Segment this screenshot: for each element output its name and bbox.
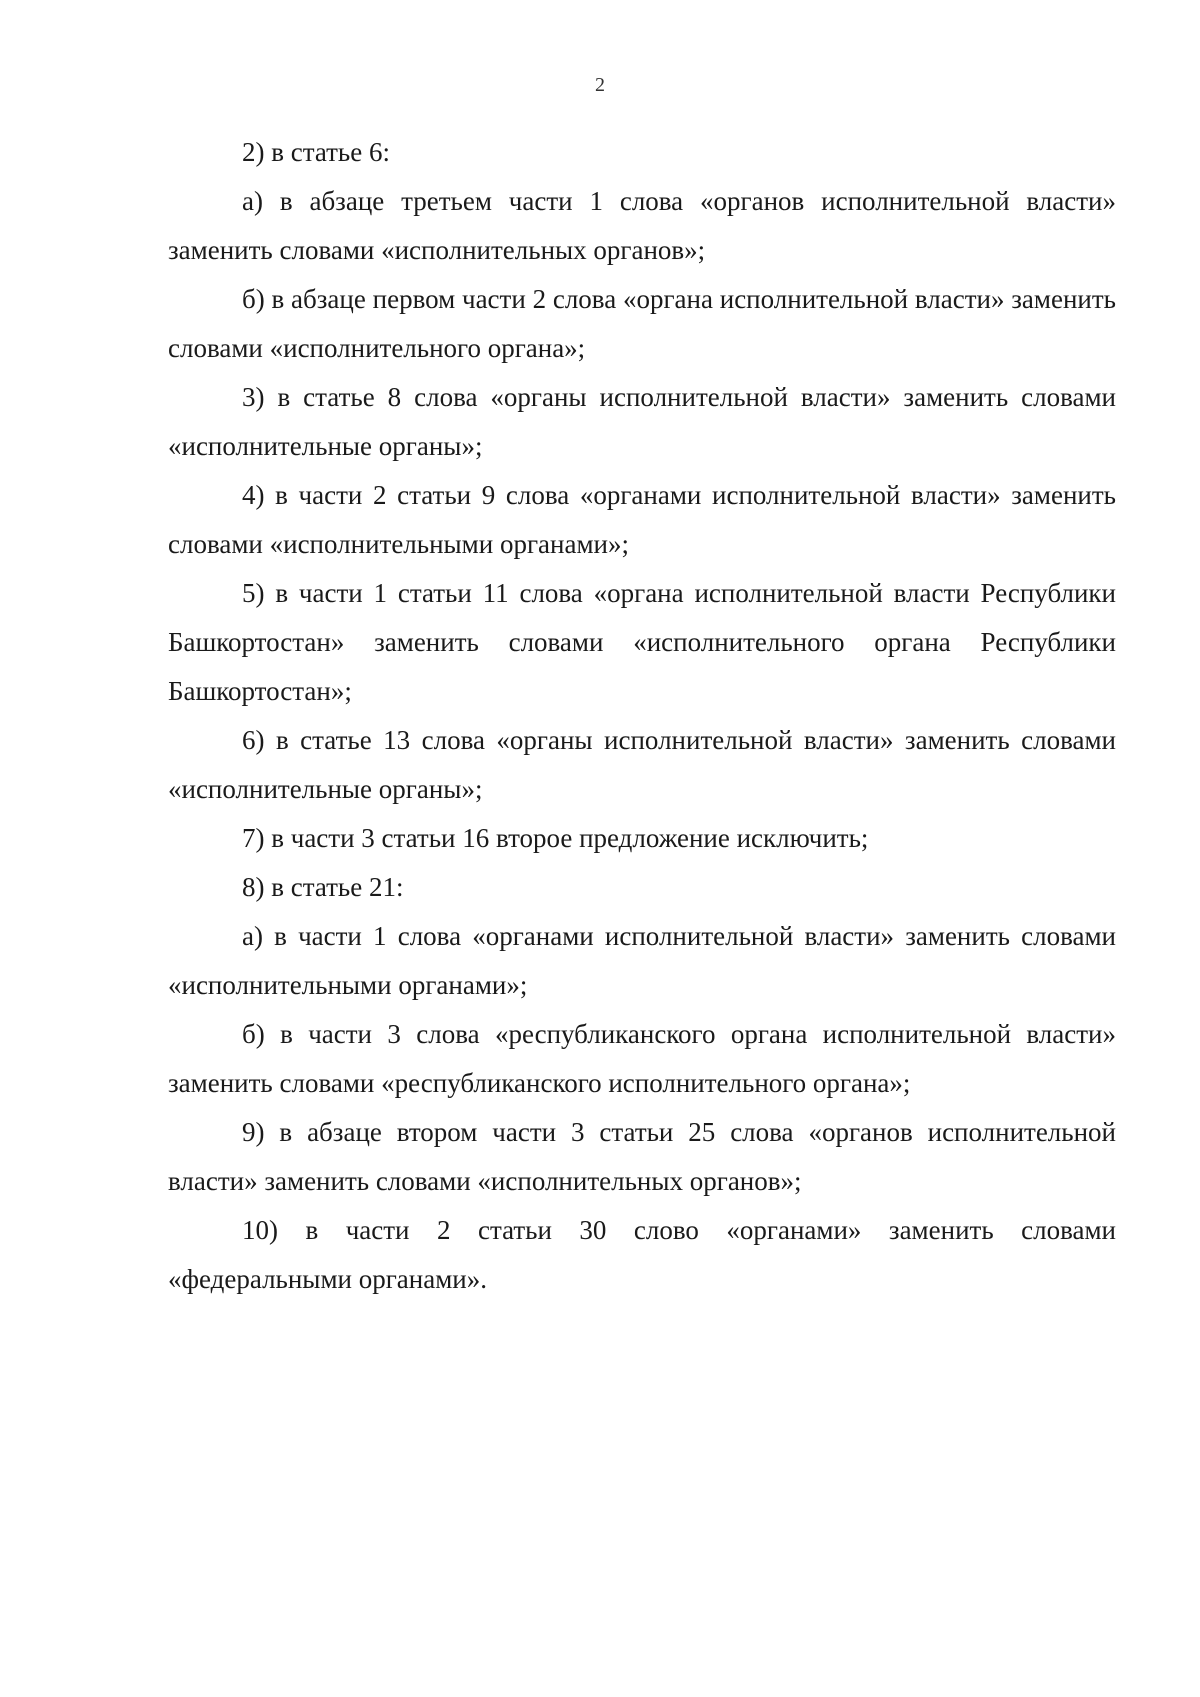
paragraph-item-6: 6) в статье 13 слова «органы исполнительной власти» заменить словами «исполнительные органы»; bbox=[168, 725, 1116, 804]
paragraph-item-10: 10) в части 2 статьи 30 слово «органами» заменить словами «федеральными органами». bbox=[168, 1215, 1116, 1294]
document-body bbox=[168, 128, 1116, 1304]
paragraph-item-3: 3) в статье 8 слова «органы исполнительной власти» заменить словами «исполнительные органы»; bbox=[168, 382, 1116, 461]
paragraph-item-5: 5) в части 1 статьи 11 слова «органа исполнительной власти Республики Башкортостан» заменить словами «исполнительного органа Республики Башкортостан»; bbox=[168, 578, 1116, 706]
paragraph-item-2: 2) в статье 6: bbox=[242, 137, 390, 167]
paragraph-subitem-8b: б) в части 3 слова «республиканского органа исполнительной власти» заменить словами «республиканского исполнительного органа»; bbox=[168, 1019, 1116, 1098]
paragraph-item-7: 7) в части 3 статьи 16 второе предложение исключить; bbox=[242, 823, 869, 853]
paragraph-item-9: 9) в абзаце втором части 3 статьи 25 слова «органов исполнительной власти» заменить словами «исполнительных органов»; bbox=[168, 1117, 1116, 1196]
paragraph-subitem-2b: б) в абзаце первом части 2 слова «органа исполнительной власти» заменить словами «исполнительного органа»; bbox=[168, 284, 1116, 363]
paragraph-subitem-2a: а) в абзаце третьем части 1 слова «органов исполнительной власти» заменить словами «исполнительных органов»; bbox=[168, 186, 1116, 265]
paragraph-item-8: 8) в статье 21: bbox=[242, 872, 404, 902]
paragraph-item-4: 4) в части 2 статьи 9 слова «органами исполнительной власти» заменить словами «исполнительными органами»; bbox=[168, 480, 1116, 559]
page-number: 2 bbox=[595, 74, 605, 96]
paragraph-subitem-8a: а) в части 1 слова «органами исполнительной власти» заменить словами «исполнительными органами»; bbox=[168, 921, 1116, 1000]
